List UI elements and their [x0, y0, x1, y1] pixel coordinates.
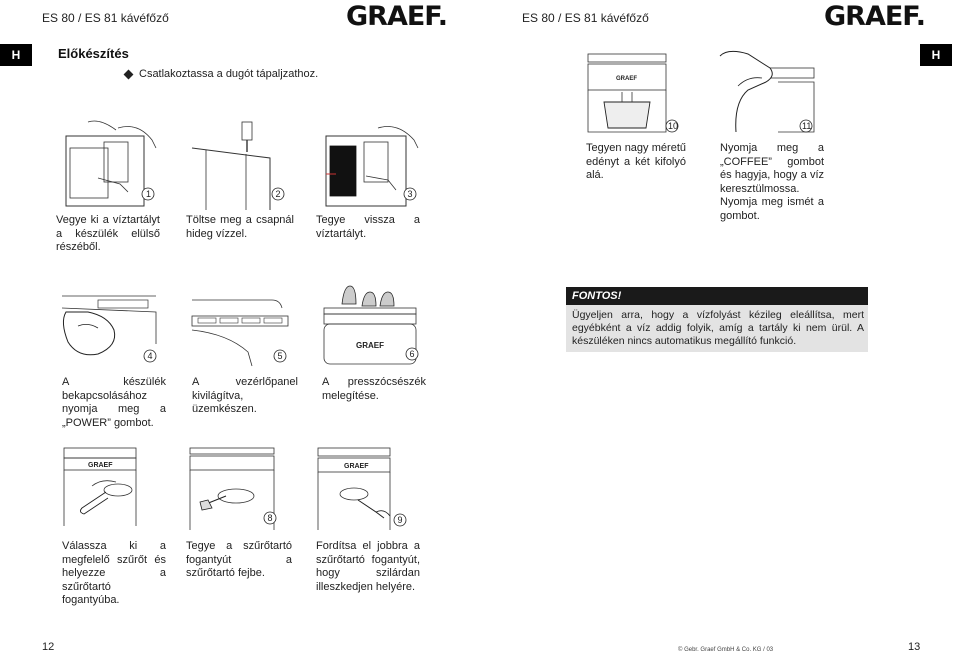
warning-text: Ügyeljen arra, hogy a vízfolyást kézileg eleállítsa, mert egyébként a víz addig folyik, amíg a tartály ki nem ürül. A készüléken nincs automatikus megállító funkció.: [572, 309, 864, 347]
step-7-illustration: [62, 446, 162, 526]
step-1-illustration: [58, 118, 158, 210]
step-4-caption: A készülék bekapcsolásához nyomja meg a „POWER” gombot.: [62, 376, 166, 429]
step-number: 11: [802, 121, 812, 131]
section-title: Előkészítés: [58, 46, 129, 61]
step-1-caption: Vegye ki a víztartályt a készülék elülső részéből.: [56, 214, 160, 253]
step-10-caption: Tegyen nagy méretű edényt a két kifolyó alá.: [586, 142, 686, 181]
step-2-caption: Töltse meg a csapnál hideg vízzel.: [186, 214, 294, 240]
step-9-illustration: [314, 446, 414, 530]
step-number: 8: [267, 513, 273, 523]
step-number: 4: [147, 351, 153, 361]
step-5-caption: A vezérlőpanel kivilágítva, üzemkészen.: [192, 376, 298, 415]
step-6-caption: A presszócsészék melegítése.: [322, 376, 426, 402]
step-8-caption: Tegye a szűrőtartó fogantyút a szűrőtartó fejbe.: [186, 540, 292, 579]
graef-logo: GRAEF.: [346, 1, 448, 32]
step-number: 5: [277, 351, 283, 361]
step-7-caption: Válassza ki a megfelelő szűrőt és helyezze a szűrőtartó fogantyúba.: [62, 540, 166, 606]
machine-brand-label: GRAEF: [88, 462, 113, 469]
warning-title: FONTOS!: [566, 287, 868, 305]
machine-brand-label: GRAEF: [616, 76, 637, 82]
step-number: 3: [407, 189, 413, 199]
step-2-illustration: [186, 118, 292, 210]
step-6-illustration: [318, 282, 424, 368]
page-number: 12: [42, 641, 55, 653]
step-9-caption: Fordítsa el jobbra a szűrőtartó fogantyút, hogy szilárdan illeszkedjen helyére.: [316, 540, 420, 593]
step-5-illustration: [188, 282, 292, 368]
bullet-text: Csatlakoztassa a dugót tápaljzathoz.: [139, 68, 319, 80]
header-title: ES 80 / ES 81 kávéfőző: [42, 11, 169, 25]
step-11-illustration: [718, 46, 818, 138]
step-8-illustration: [186, 446, 282, 530]
diamond-bullet-icon: [124, 69, 134, 79]
graef-logo: GRAEF.: [824, 1, 926, 32]
header-title: ES 80 / ES 81 kávéfőző: [522, 11, 649, 25]
machine-brand-label: GRAEF: [344, 463, 369, 470]
copyright-note: © Gebr. Graef GmbH & Co. KG / 03: [678, 647, 774, 653]
step-3-caption: Tegye vissza a víztartályt.: [316, 214, 420, 240]
step-11-caption: Nyomja meg a „COFFEE” gombot és hagyja, hogy a víz keresztülmossa. Nyomja meg ismét a gombot.: [720, 142, 824, 222]
step-number: 9: [397, 515, 403, 525]
warning-box: [566, 287, 868, 352]
step-number: 1: [146, 189, 152, 199]
machine-brand-label: GRAEF: [356, 341, 384, 350]
step-3-illustration: [318, 118, 426, 210]
step-number: 6: [409, 349, 415, 359]
step-number: 2: [275, 189, 281, 199]
step-number: 10: [668, 121, 679, 131]
page-number: 13: [908, 641, 921, 653]
language-tab: H: [920, 44, 952, 66]
bullet-item: [125, 68, 318, 80]
step-4-illustration: [58, 282, 162, 368]
step-10-illustration: [586, 46, 682, 138]
language-tab: H: [0, 44, 32, 66]
